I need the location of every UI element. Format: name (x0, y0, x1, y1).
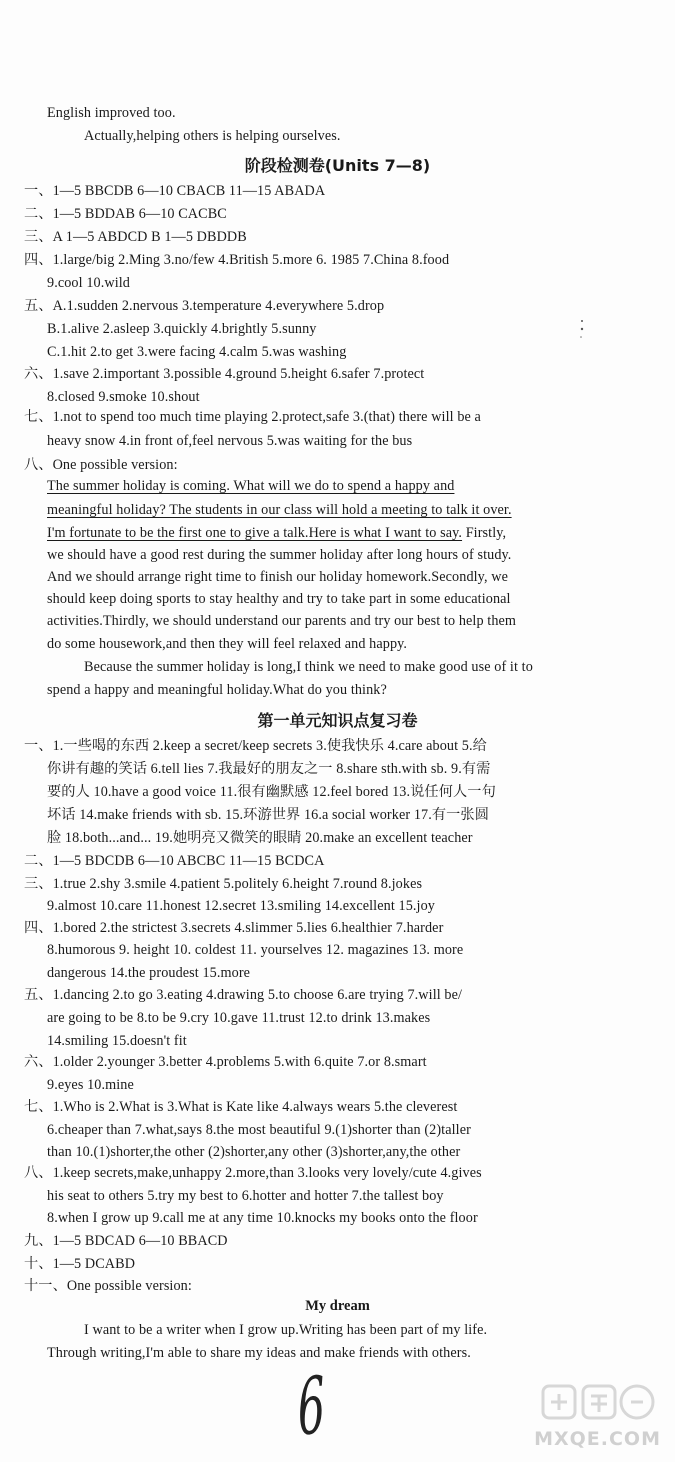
essay-line: activities.Thirdly, we should understand our parents and try our best to help them (47, 613, 517, 629)
answer-line: 一、1.一些喝的东西 2.keep a secret/keep secrets 3.使我快乐 4.care about 5.给 (24, 738, 487, 754)
answer-line: 9.cool 10.wild (47, 275, 130, 291)
answer-line: 三、1.true 2.shy 3.smile 4.patient 5.politely 6.height 7.round 8.jokes (24, 876, 423, 892)
essay-line (47, 500, 655, 520)
text-line: English improved too. (47, 105, 176, 121)
watermark (534, 1378, 669, 1456)
answer-line: 二、1—5 BDCDB 6—10 ABCBC 11—15 BCDCA (24, 853, 325, 869)
answer-line: 9.almost 10.care 11.honest 12.secret 13.smiling 14.excellent 15.joy (47, 898, 435, 914)
answer-line: dangerous 14.the proudest 15.more (47, 965, 251, 981)
answer-line: 一、1—5 BBCDB 6—10 CBACB 11—15 ABADA (24, 183, 326, 199)
answer-line: 四、1.bored 2.the strictest 3.secrets 4.slimmer 5.lies 6.healthier 7.harder (24, 920, 444, 936)
essay-line: we should have a good rest during the summer holiday after long hours of study. (47, 547, 512, 563)
answer-line: 九、1—5 BDCAD 6—10 BBACD (24, 1233, 228, 1249)
essay-underlined: I'm fortunate to be the first one to give a talk.Here is what I want to say. (47, 525, 463, 541)
essay-line (47, 476, 655, 496)
essay-title: My dream (305, 1298, 370, 1314)
section-heading: 阶段检测卷(Units 7—8) (244, 156, 431, 175)
answer-line: 14.smiling 15.doesn't fit (47, 1033, 187, 1049)
section-heading: 第一单元知识点复习卷 (257, 711, 418, 730)
essay-line: Through writing,I'm able to share my ideas and make friends with others. (47, 1345, 471, 1361)
essay-underlined: meaningful holiday? The students in our class will hold a meeting to talk it over. (47, 502, 512, 518)
answer-line: 十一、One possible version: (24, 1278, 192, 1294)
answer-line: 8.when I grow up 9.call me at any time 10.knocks my books onto the floor (47, 1210, 478, 1226)
answer-line: 七、1.Who is 2.What is 3.What is Kate like 4.always wears 5.the cleverest (24, 1099, 458, 1115)
handwritten-page-number: 6 (296, 1360, 327, 1454)
essay-line: And we should arrange right time to finish our holiday homework.Secondly, we (47, 569, 508, 585)
essay-line: should keep doing sports to stay healthy and try to take part in some educational (47, 591, 511, 607)
essay-underlined: The summer holiday is coming. What will we do to spend a happy and (47, 478, 455, 494)
answer-line: 六、1.older 2.younger 3.better 4.problems 5.with 6.quite 7.or 8.smart (24, 1054, 427, 1070)
essay-line: Because the summer holiday is long,I think we need to make good use of it to (84, 659, 533, 675)
essay-line: I want to be a writer when I grow up.Writing has been part of my life. (84, 1322, 488, 1338)
answer-line: 8.humorous 9. height 10. coldest 11. yourselves 12. magazines 13. more (47, 942, 464, 958)
answer-line: 七、1.not to spend too much time playing 2.protect,safe 3.(that) there will be a (24, 409, 481, 425)
answer-line: 6.cheaper than 7.what,says 8.the most beautiful 9.(1)shorter than (2)taller (47, 1122, 471, 1138)
answer-line: 二、1—5 BDDAB 6—10 CACBC (24, 206, 227, 222)
answer-line: heavy snow 4.in front of,feel nervous 5.was waiting for the bus (47, 433, 413, 449)
answer-line: 8.closed 9.smoke 10.shout (47, 389, 200, 405)
answer-line: 五、A.1.sudden 2.nervous 3.temperature 4.everywhere 5.drop (24, 298, 385, 314)
answer-line: 四、1.large/big 2.Ming 3.no/few 4.British 5.more 6. 1985 7.China 8.food (24, 252, 450, 268)
answer-line: 五、1.dancing 2.to go 3.eating 4.drawing 5.to choose 6.are trying 7.will be/ (24, 987, 463, 1003)
answer-line: than 10.(1)shorter,the other (2)shorter,any other (3)shorter,any,the other (47, 1144, 461, 1160)
answer-line: 八、1.keep secrets,make,unhappy 2.more,than 3.looks very lovely/cute 4.gives (24, 1165, 482, 1181)
watermark-logo-icon (539, 1382, 659, 1426)
essay-line (47, 523, 655, 543)
answer-line: 脸 18.both...and... 19.她明亮又微笑的眼睛 20.make an excellent teacher (47, 830, 473, 846)
answer-line: C.1.hit 2.to get 3.were facing 4.calm 5.was washing (47, 344, 347, 360)
answer-line: 十、1—5 DCABD (24, 1256, 136, 1272)
answer-line: 六、1.save 2.important 3.possible 4.ground 5.height 6.safer 7.protect (24, 366, 425, 382)
answer-line: his seat to others 5.try my best to 6.hotter and hotter 7.the tallest boy (47, 1188, 444, 1204)
essay-line: spend a happy and meaningful holiday.What do you think? (47, 682, 387, 698)
essay-line: do some housework,and then they will feel relaxed and happy. (47, 636, 408, 652)
text-line: Actually,helping others is helping ourselves. (84, 128, 341, 144)
answer-line: 你讲有趣的笑话 6.tell lies 7.我最好的朋友之一 8.share sth.with sb. 9.有需 (47, 761, 491, 777)
answer-line: 三、A 1—5 ABDCD B 1—5 DBDDB (24, 229, 247, 245)
answer-line: 八、One possible version: (24, 457, 178, 473)
ink-speck-marks (579, 318, 585, 340)
answer-line: 9.eyes 10.mine (47, 1077, 134, 1093)
answer-line: 要的人 10.have a good voice 11.很有幽默感 12.feel bored 13.说任何人一句 (47, 784, 496, 800)
answer-line: B.1.alive 2.asleep 3.quickly 4.brightly 5.sunny (47, 321, 317, 337)
answer-line: 坏话 14.make friends with sb. 15.环游世界 16.a social worker 17.有一张圆 (47, 807, 490, 823)
essay-text: Firstly, (462, 525, 507, 541)
watermark-text: MXQE.COM (534, 1428, 661, 1450)
answer-line: are going to be 8.to be 9.cry 10.gave 11.trust 12.to drink 13.makes (47, 1010, 431, 1026)
